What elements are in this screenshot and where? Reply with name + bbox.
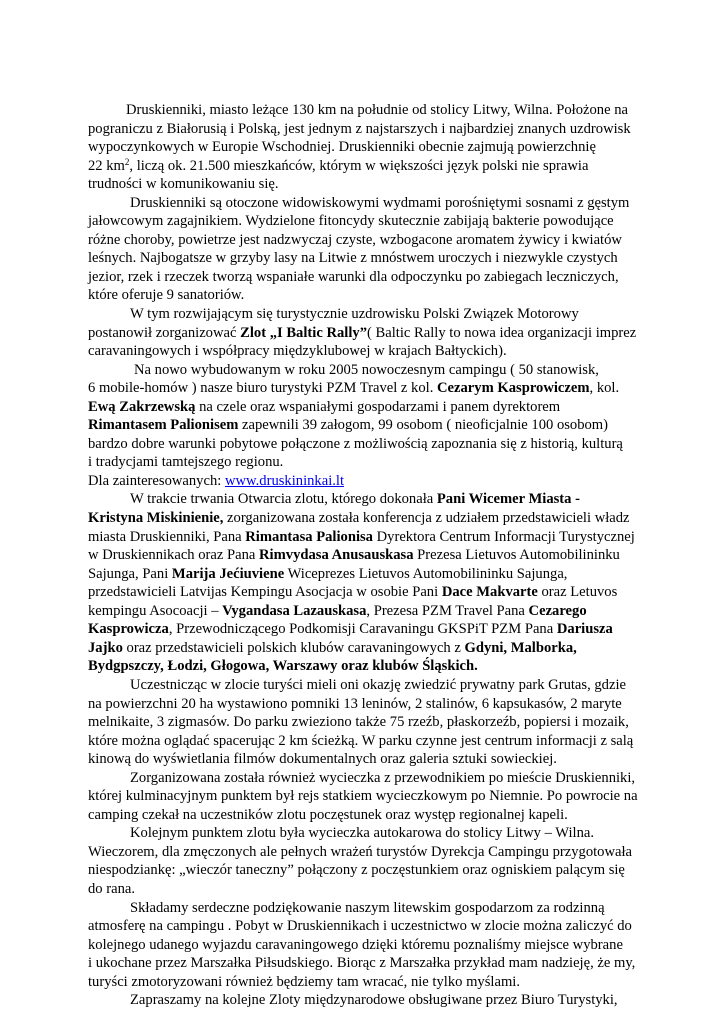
- text-line: bardzo dobre warunki pobytowe połączone z możliwością zapoznania się z historią, kulturą: [88, 435, 623, 452]
- text-line: Zapraszamy na kolejne Zloty międzynarodowe obsługiwane przez Biuro Turystyki,: [130, 992, 618, 1009]
- text-fragment: , kol.: [589, 380, 620, 397]
- text-fragment: Prezesa Lietuvos Automobilininku: [413, 547, 620, 564]
- text-line: Kolejnym punktem zlotu była wycieczka autokarowa do stolicy Litwy – Wilna.: [130, 825, 594, 842]
- text-line: [88, 620, 636, 639]
- text-fragment: zorganizowana została konferencja z udziałem przedstawicieli władz: [223, 510, 630, 527]
- bold-text: Dariusza: [556, 621, 613, 638]
- bold-text: Rimantasem Palionisem: [88, 417, 239, 434]
- bold-text: Kasprowicza: [88, 621, 169, 638]
- paragraph-opening: [88, 490, 636, 675]
- text-line: [88, 490, 636, 509]
- text-line: [88, 602, 636, 621]
- text-line: [88, 528, 636, 547]
- paragraph-grutas: [88, 676, 636, 769]
- text-fragment: postanowił zorganizować: [88, 324, 241, 341]
- text-line: niespodziankę: „wieczór taneczny” połączony z poczęstunkiem oraz ogniskiem palącym się: [88, 862, 625, 879]
- bold-text: Cezarym Kasprowiczem: [437, 380, 590, 397]
- text-line: [88, 639, 636, 658]
- text-line: i ukochane przez Marszałka Piłsudskiego. Biorąc z Marszałka przykład mam nadzieję, że my,: [88, 955, 636, 972]
- text-line: caravaningowych i współpracy międzyklubowej w krajach Bałtyckich).: [88, 343, 507, 360]
- text-line: Zorganizowana została również wycieczka z przewodnikiem po mieście Druskienniki,: [130, 769, 636, 786]
- text-line: pograniczu z Białorusią i Polską, jest jednym z najstarszych i najbardziej znanych uzdrowisk: [88, 120, 631, 137]
- text-fragment: , Przewodniczącego Podkomisji Caravaningu GKSPiT PZM Pana: [168, 621, 557, 638]
- bold-text: Bydgpszczy, Łodzi, Głogowa, Warszawy oraz klubów Śląskich.: [88, 658, 478, 675]
- text-line: Składamy serdeczne podziękowanie naszym litewskim gospodarzom za rodzinną: [130, 899, 605, 916]
- text-line: Na nowo wybudowanym w roku 2005 nowoczesnym campingu ( 50 stanowisk,: [134, 361, 599, 378]
- text-fragment: , Prezesa PZM Travel Pana: [366, 602, 529, 619]
- text-line: jezior, rzek i rzeczek tworzą wspaniałe warunki dla odpoczynku po zabiegach leczniczych,: [88, 268, 619, 285]
- text-line: atmosferę na campingu . Pobyt w Druskiennikach i uczestnictwo w zlocie można zaliczyć do: [88, 918, 632, 935]
- text-fragment: w Druskiennikach oraz Pana: [88, 547, 260, 564]
- text-line: Uczestnicząc w zlocie turyści mieli oni okazję zwiedzić prywatny park Grutas, gdzie: [130, 676, 626, 693]
- text-line: [88, 472, 636, 491]
- area-value: 22 km: [88, 157, 125, 174]
- text-line: [88, 546, 636, 565]
- text-line: kolejnego udanego wyjazdu caravaningowego dzięki któremu poznaliśmy miejsce wybrane: [88, 936, 623, 953]
- text-line: i tradycjami tamtejszego regionu.: [88, 454, 284, 471]
- text-line: [88, 509, 636, 528]
- text-fragment: oraz przedstawicieli polskich klubów caravaningowych z: [122, 639, 465, 656]
- text-line: które oferuje 9 sanatoriów.: [88, 287, 245, 304]
- text-line: jałowcowym zagajnikiem. Wydzielone fitoncydy skutecznie zabijają bakterie powodujące: [88, 213, 614, 230]
- text-line: wypoczynkowych w Europie Wschodniej. Druskienniki obecnie zajmują powierzchnię: [88, 139, 596, 156]
- bold-text: Kristyna Miskinienie,: [88, 510, 224, 527]
- text-line: [88, 657, 636, 676]
- bold-text: Vygandasa Lazauskasa: [222, 602, 367, 619]
- text-fragment: zapewnili 39 załogom, 99 osobom ( nieoficjalnie 100 osobom): [238, 417, 609, 434]
- text-fragment: , liczą ok. 21.500 mieszkańców, którym w większości język polski nie sprawia: [129, 157, 589, 174]
- paragraph-rally: [88, 305, 636, 361]
- bold-text: Dace Makvarte: [441, 584, 538, 601]
- text-line: camping czekał na uczestników zlotu poczęstunek oraz występ regionalnej kapeli.: [88, 806, 568, 823]
- paragraph-camping: [88, 361, 636, 491]
- text-fragment: 6 mobile-homów ) nasze biuro turystyki PZM Travel z kol.: [88, 380, 438, 397]
- paragraph-nature: [88, 194, 636, 305]
- bold-text: Rimantasa Palionisa: [245, 528, 373, 545]
- paragraph-vilnius: [88, 824, 636, 898]
- text-line: [88, 324, 636, 343]
- paragraph-intro: [88, 101, 636, 194]
- text-fragment: Dla zainteresowanych:: [88, 472, 225, 489]
- text-fragment: ( Baltic Rally to nowa idea organizacji imprez: [367, 324, 637, 341]
- bold-text: Rimvydasa Anusauskasa: [259, 547, 414, 564]
- text-fragment: kempingu Asocoacji –: [88, 602, 223, 619]
- text-fragment: na czele oraz wspaniałymi gospodarzami i panem dyrektorem: [195, 398, 561, 415]
- text-line: [88, 583, 636, 602]
- text-fragment: miasta Druskienniki, Pana: [88, 528, 246, 545]
- text-line: turyści zmotoryzowani również będziemy tam wracać, nie tylko myślami.: [88, 973, 520, 990]
- text-line: [88, 379, 636, 398]
- text-line: Wieczorem, dla zmęczonych ale pełnych wrażeń turystów Dyrekcja Campingu przygotowała: [88, 843, 633, 860]
- text-fragment: W trakcie trwania Otwarcia zlotu, którego dokonała: [130, 491, 437, 508]
- bold-text: Pani Wicemer Miasta -: [436, 491, 580, 508]
- text-line: na powierzchni 20 ha wystawiono pomniki 13 leninów, 2 stalinów, 6 kapsukasów, 2 maryte: [88, 695, 622, 712]
- bold-text: Marija Jećiuviene: [171, 565, 285, 582]
- text-line: do rana.: [88, 880, 136, 897]
- text-line: leśnych. Najbogatsze w grzyby lasy na Litwie z mnóstwem uroczych i niezwykle czystych: [88, 250, 618, 267]
- text-line: [88, 565, 636, 584]
- text-fragment: Sajunga, Pani: [88, 565, 172, 582]
- text-fragment: oraz Letuvos: [537, 584, 618, 601]
- website-link[interactable]: www.druskininkai.lt: [224, 472, 345, 489]
- text-fragment: Dyrektora Centrum Informacji Turystycznej: [372, 528, 635, 545]
- bold-text: Gdyni, Malborka,: [464, 639, 577, 656]
- text-line: W tym rozwijającym się turystycznie uzdrowisku Polski Związek Motorowy: [130, 306, 579, 323]
- text-line: [88, 398, 636, 417]
- superscript: 2: [124, 156, 130, 167]
- bold-text: Ewą Zakrzewską: [88, 398, 196, 415]
- paragraph-excursion: [88, 769, 636, 825]
- paragraph-invitation: [88, 991, 636, 1010]
- bold-text: Jajko: [88, 639, 123, 656]
- text-line: [88, 157, 636, 176]
- paragraph-thanks: [88, 899, 636, 992]
- text-line: które można oglądać spacerując 2 km ścieżką. W parku czynne jest centrum informacji z salą: [88, 732, 634, 749]
- bold-text: Zlot „I Baltic Rally”: [240, 324, 367, 341]
- text-line: różne choroby, powietrze jest nadzwyczaj czyste, wzbogacone aromatem żywicy i kwiatów: [88, 231, 622, 248]
- document-page: [88, 101, 636, 1010]
- text-line: melnikaite, 3 zigmasów. Do parku zwieziono także 75 rzeźb, płaskorzeźb, popiersi i mozaik,: [88, 714, 629, 731]
- bold-text: Cezarego: [528, 602, 587, 619]
- text-line: trudności w komunikowaniu się.: [88, 176, 279, 193]
- text-line: Druskienniki są otoczone widowiskowymi wydmami porośniętymi sosnami z gęstym: [130, 194, 630, 211]
- text-line: kinową do wyświetlania filmów dokumentalnych oraz galeria sztuki sowieckiej.: [88, 751, 557, 768]
- text-fragment: przedstawicieli Latvijas Kempingu Asocjacja w osobie Pani: [88, 584, 442, 601]
- text-line: której kulminacyjnym punktem był rejs statkiem wycieczkowym po Niemnie. Po powrocie na: [88, 788, 638, 805]
- text-line: Druskienniki, miasto leżące 130 km na południe od stolicy Litwy, Wilna. Położone na: [126, 102, 628, 118]
- text-fragment: Wiceprezes Lietuvos Automobilininku Sajunga,: [284, 565, 568, 582]
- text-line: [88, 416, 636, 435]
